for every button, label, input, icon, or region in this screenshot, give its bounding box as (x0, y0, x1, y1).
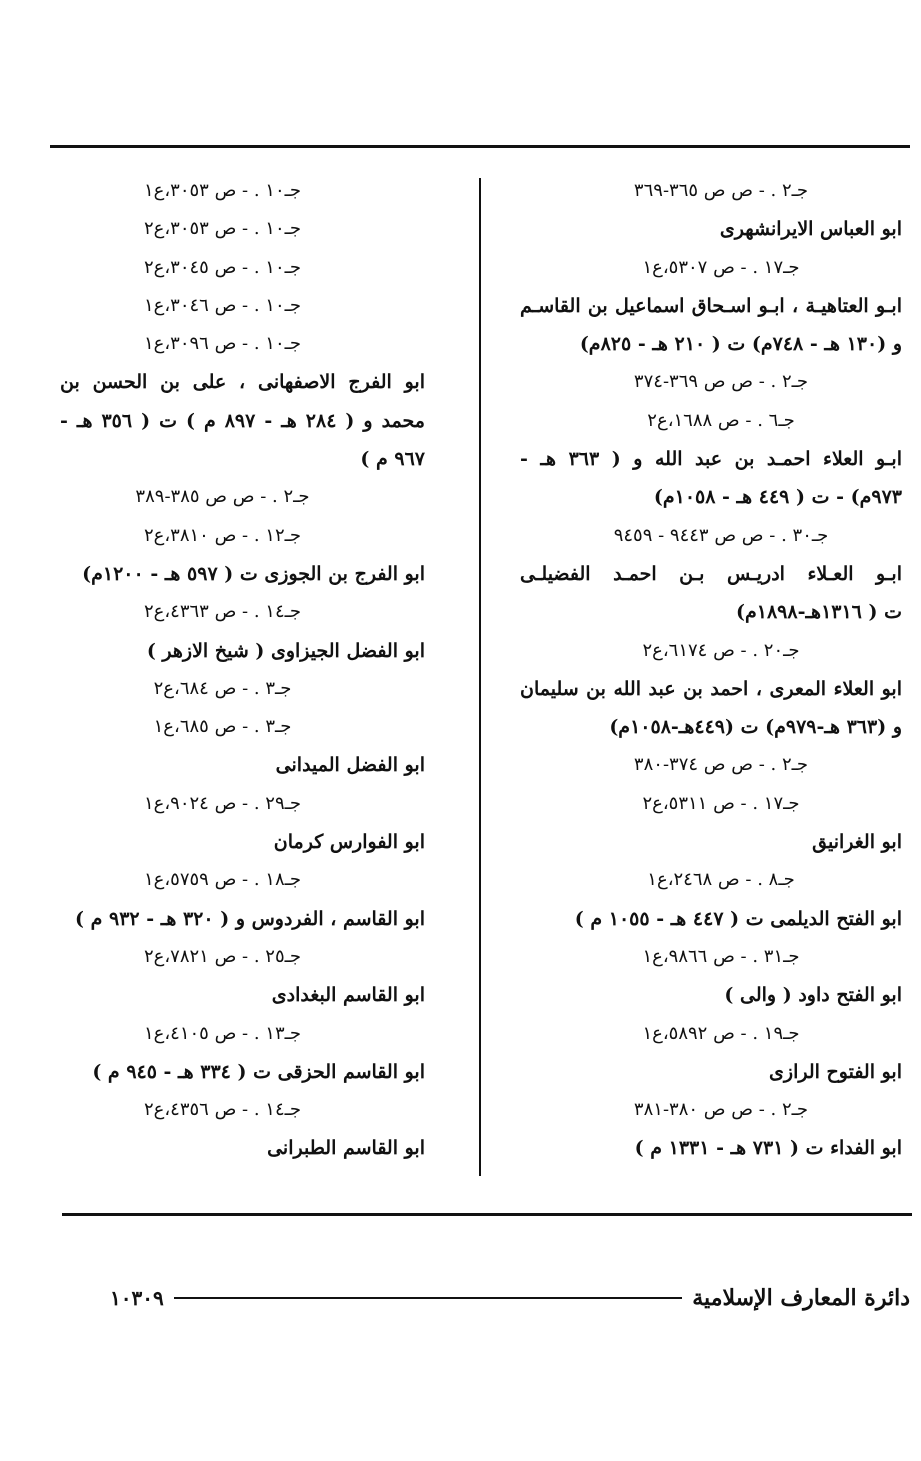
volume-reference: جـ١٢ . - ص ٣٨١٠،ع٢ (143, 524, 302, 546)
index-entry: و (١٣٠ هـ - ٧٤٨م) ت ( ٢١٠ هـ - ٨٢٥م) (579, 333, 902, 356)
left-column (60, 172, 425, 1168)
index-entry: ابو الفضل الجيزاوى ( شيخ الازهر ) (146, 639, 425, 662)
page-number: ١٠٣٠٩ (110, 1286, 164, 1310)
index-entry: ابو الفوارس كرمان (273, 831, 425, 854)
volume-reference: جـ٣ . - ص ٦٨٥،ع١ (153, 716, 292, 738)
volume-reference: جـ٦ . - ص ١٦٨٨،ع٢ (647, 409, 795, 431)
index-entry: ابو العباس الايرانشهرى (719, 218, 902, 241)
volume-reference: جـ٨ . - ص ٢٤٦٨،ع١ (647, 869, 795, 891)
index-entry: ابو الفضل الميدانى (275, 754, 425, 777)
index-entry: ابو الفرج بن الجوزى ت ( ٥٩٧ هـ - ١٢٠٠م) (82, 562, 425, 585)
volume-reference: جـ٣ . - ص ٦٨٤،ع٢ (153, 677, 292, 699)
volume-reference: جـ١٠ . - ص ٣٠٩٦،ع١ (143, 333, 302, 355)
volume-reference: جـ١٨ . - ص ٥٧٥٩،ع١ (143, 869, 302, 891)
index-entry: ابو الفتح الديلمى ت ( ٤٤٧ هـ - ١٠٥٥ م ) (574, 907, 902, 930)
page-footer (110, 1283, 910, 1313)
publication-title: دائرة المعارف الإسلامية (692, 1285, 910, 1311)
volume-reference: جـ٢ . - ص ص ٣٦٥-٣٦٩ (633, 180, 809, 201)
index-entry: ابـو العلاء احمـد بن عبد الله و ( ٣٦٣ هـ - (520, 448, 902, 471)
index-entry: ابو الفتح داود ( والى ) (724, 984, 902, 1007)
volume-reference: جـ٢٥ . - ص ٧٨٢١،ع٢ (143, 945, 302, 967)
index-entry: ٩٦٧ م ) (360, 448, 425, 471)
footer-leader-line (174, 1297, 683, 1299)
volume-reference: جـ٢٩ . - ص ٩٠٢٤،ع١ (143, 792, 302, 814)
volume-reference: جـ٢ . - ص ص ٣٧٤-٣٨٠ (633, 754, 809, 776)
index-entry: ابـو العـلاء ادريـس بـن احمـد الفضيلـى (520, 562, 902, 585)
index-entry: محمد و ( ٢٨٤ هـ - ٨٩٧ م ) ت ( ٣٥٦ هـ - (60, 409, 425, 432)
index-entry: و (٣٦٣ هـ-٩٧٩م) ت (٤٤٩هـ-١٠٥٨م) (609, 716, 902, 739)
index-entry: ابو القاسم الطبرانى (267, 1137, 425, 1160)
footer-rule (62, 1213, 912, 1216)
index-entry: ابو الغرانيق (812, 831, 902, 854)
volume-reference: جـ١٤ . - ص ٤٣٦٣،ع٢ (143, 601, 302, 623)
volume-reference: جـ١٠ . - ص ٣٠٤٦،ع١ (143, 294, 302, 316)
volume-reference: جـ١٧ . - ص ٥٣١١،ع٢ (642, 792, 800, 814)
volume-reference: جـ٢ . - ص ص ٣٨٥-٣٨٩ (135, 486, 310, 508)
header-rule (50, 145, 910, 148)
volume-reference: جـ٢ . - ص ص ٣٨٠-٣٨١ (633, 1099, 809, 1121)
volume-reference: جـ١٠ . - ص ٣٠٤٥،ع٢ (143, 256, 302, 278)
volume-reference: جـ١٣ . - ص ٤١٠٥،ع١ (143, 1022, 302, 1044)
volume-reference: جـ١٠ . - ص ٣٠٥٣،ع١ (143, 180, 302, 201)
volume-reference: جـ٢٠ . - ص ٦١٧٤،ع٢ (642, 639, 800, 661)
index-entry: ابو العلاء المعرى ، احمد بن عبد الله بن سليمان (520, 677, 902, 700)
index-entry: ابـو العتاهيـة ، ابـو اسـحاق اسماعيل بن القاسـم (520, 294, 902, 317)
index-entry: ابو الفرج الاصفهانى ، على بن الحسن بن (60, 371, 425, 394)
volume-reference: جـ١٧ . - ص ٥٣٠٧،ع١ (642, 256, 800, 278)
index-entry: ابو الفداء ت ( ٧٣١ هـ - ١٣٣١ م ) (634, 1137, 902, 1160)
volume-reference: جـ٣٠ . - ص ص ٩٤٤٣ - ٩٤٥٩ (613, 524, 829, 546)
index-entry: ت ( ١٣١٦هـ-١٨٩٨م) (735, 601, 902, 624)
index-entry: ابو القاسم الحزقى ت ( ٣٣٤ هـ - ٩٤٥ م ) (92, 1060, 425, 1083)
index-entry: ابو القاسم ، الفردوس و ( ٣٢٠ هـ - ٩٣٢ م ) (75, 907, 425, 930)
index-entry: ابو القاسم البغدادى (271, 984, 425, 1007)
volume-reference: جـ١٩ . - ص ٥٨٩٢،ع١ (642, 1022, 800, 1044)
index-entry: ابو الفتوح الرازى (769, 1060, 902, 1083)
volume-reference: جـ٣١ . - ص ٩٨٦٦،ع١ (642, 945, 800, 967)
index-entry: ٩٧٣م) - ت ( ٤٤٩ هـ - ١٠٥٨م) (653, 486, 902, 509)
volume-reference: جـ١٠ . - ص ٣٠٥٣،ع٢ (143, 218, 302, 240)
volume-reference: جـ٢ . - ص ص ٣٦٩-٣٧٤ (633, 371, 809, 393)
column-divider (479, 178, 481, 1176)
right-column (520, 172, 902, 1168)
volume-reference: جـ١٤ . - ص ٤٣٥٦،ع٢ (143, 1099, 302, 1121)
